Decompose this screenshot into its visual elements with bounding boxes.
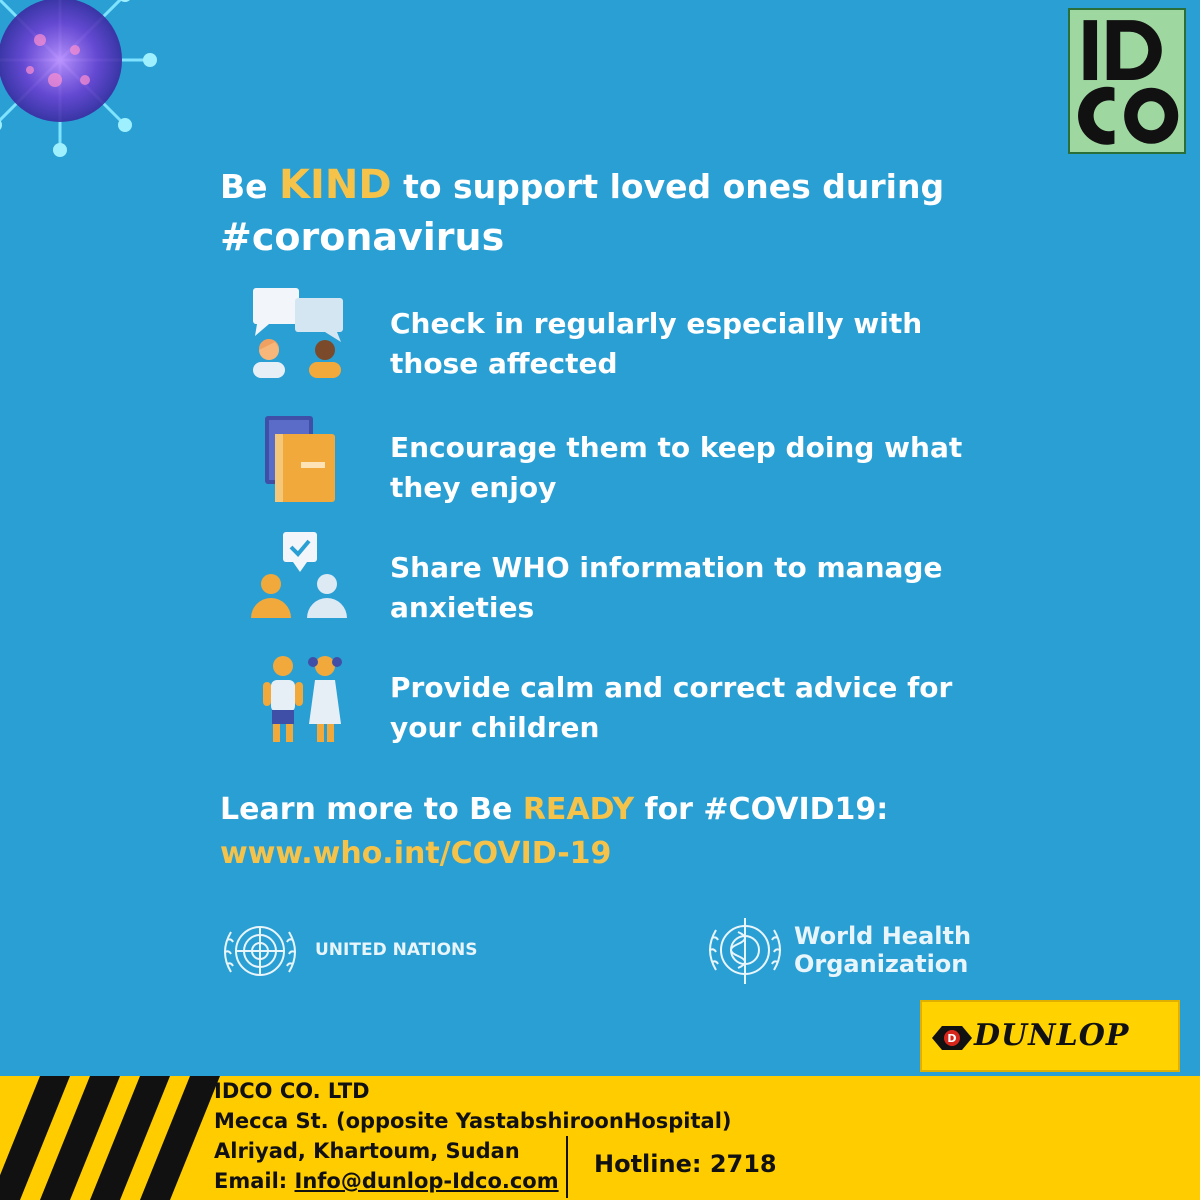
email-label: Email: xyxy=(214,1169,295,1193)
info-share-icon xyxy=(245,532,355,632)
headline-hashtag: #coronavirus xyxy=(220,215,505,259)
un-logo xyxy=(215,912,515,992)
headline-suffix: to support loved ones during xyxy=(391,167,945,206)
tip-item xyxy=(245,532,965,632)
learn-emphasis: READY xyxy=(522,792,635,827)
footer-band xyxy=(0,1076,1200,1200)
dunlop-wordmark: DUNLOP xyxy=(974,1018,1130,1053)
chat-people-icon xyxy=(245,288,355,388)
un-emblem-icon xyxy=(215,912,305,990)
learn-prefix: Learn more to Be xyxy=(220,792,523,827)
headline-emphasis: KIND xyxy=(279,162,392,208)
who-logo xyxy=(700,908,1000,992)
tip-text: Check in regularly especially with those affected xyxy=(390,307,923,380)
who-emblem-icon xyxy=(700,908,790,992)
tip-text: Provide calm and correct advice for your children xyxy=(390,671,953,744)
address-line1: Mecca St. (opposite YastabshiroonHospital) xyxy=(214,1109,732,1133)
tip-text: Encourage them to keep doing what they enjoy xyxy=(390,431,963,504)
books-icon xyxy=(245,412,355,512)
idco-logo-icon xyxy=(1070,10,1184,152)
headline-prefix: Be xyxy=(220,167,280,206)
dunlop-logo xyxy=(920,1000,1180,1072)
learn-suffix: for #COVID19: xyxy=(634,792,889,827)
virus-icon xyxy=(0,0,160,160)
headline xyxy=(220,160,980,262)
tip-text: Share WHO information to manage anxieties xyxy=(390,551,943,624)
tip-item xyxy=(245,288,965,388)
who-label xyxy=(794,922,971,978)
svg-text:D: D xyxy=(947,1032,957,1045)
idco-logo xyxy=(1068,8,1186,154)
tip-item xyxy=(245,652,965,752)
email-link[interactable]: Info@dunlop-Idco.com xyxy=(294,1169,559,1193)
road-stripes-icon xyxy=(0,1076,220,1200)
tip-item xyxy=(245,412,965,512)
dunlop-d-icon xyxy=(932,1024,972,1052)
company-name: IDCO CO. LTD xyxy=(214,1079,370,1103)
address-line2: Alriyad, Khartoum, Sudan xyxy=(214,1139,520,1163)
un-label: UNITED NATIONS xyxy=(315,940,478,960)
hotline: Hotline: 2718 xyxy=(594,1150,777,1178)
footer-divider xyxy=(566,1136,568,1198)
who-label-line2: Organization xyxy=(794,950,969,978)
children-icon xyxy=(245,652,355,752)
who-url-link[interactable]: www.who.int/COVID-19 xyxy=(220,836,612,871)
company-address xyxy=(214,1076,734,1196)
learn-more xyxy=(220,788,1020,876)
who-label-line1: World Health xyxy=(794,922,972,950)
